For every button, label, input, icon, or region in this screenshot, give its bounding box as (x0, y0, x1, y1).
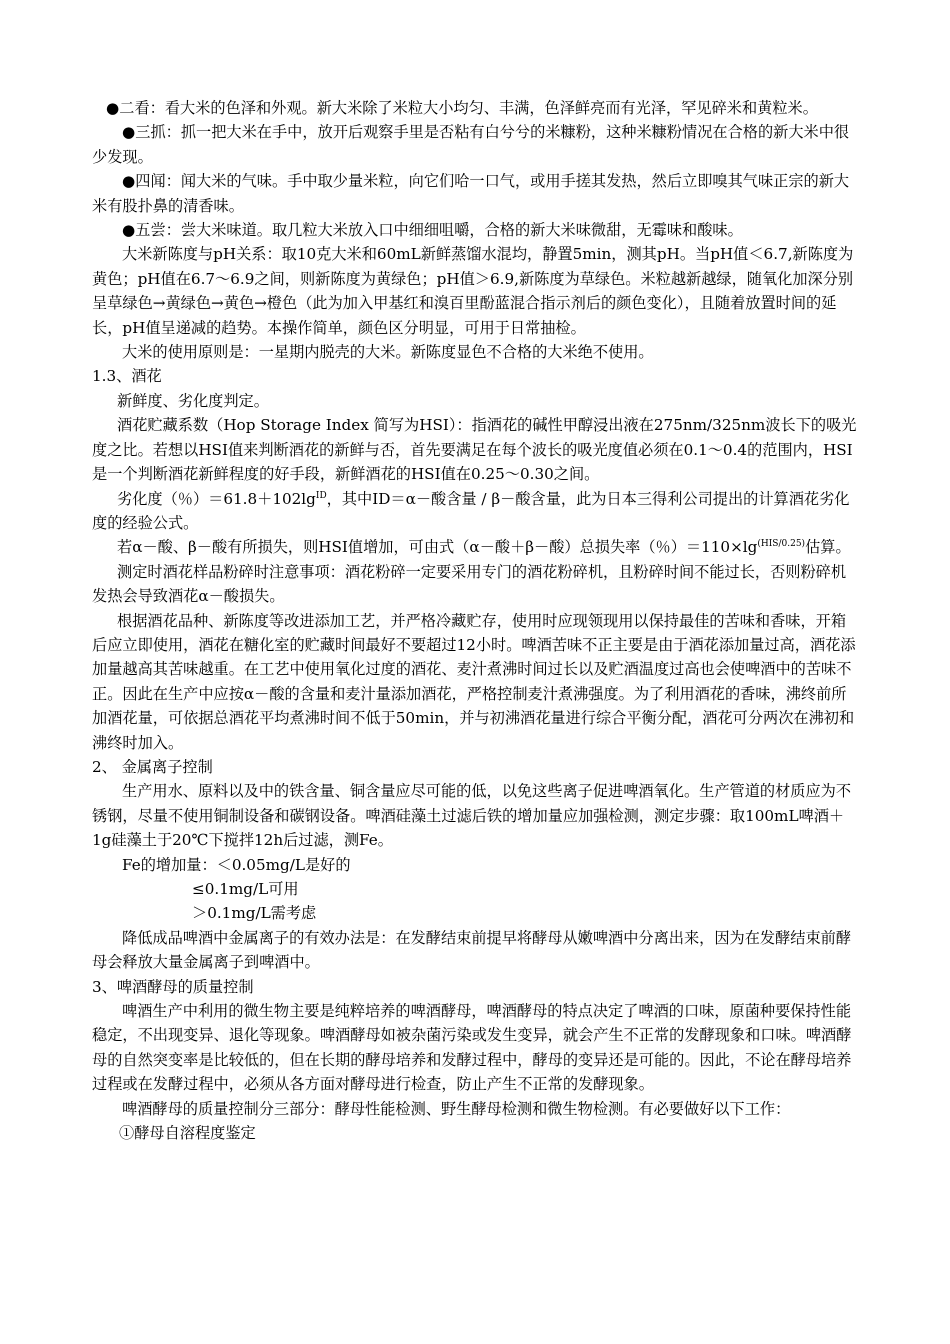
paragraph-grab: ●三抓：抓一把大米在手中，放开后观察手里是否粘有白兮兮的米糠粉，这种米糠粉情况在合格的新大米中很少发现。 (92, 123, 850, 166)
loss-formula-exponent: (HIS/0.25) (757, 539, 806, 550)
paragraph-deterioration-formula (92, 487, 860, 536)
paragraph-reduce-metal: 降低成品啤酒中金属离子的有效办法是：在发酵结束前提早将酵母从嫩啤酒中分离出来，因为在发酵结束前酵母会释放大量金属离子到啤酒中。 (92, 928, 851, 972)
paragraph-grinding-notes: 测定时酒花样品粉碎时注意事项：酒花粉碎一定要采用专门的酒花粉碎机，且粉碎时间不能过长，否则粉碎机发热会导致酒花α－酸损失。 (92, 562, 846, 606)
formula-text: 劣化度（％）＝61.8＋102lg (117, 489, 316, 508)
paragraph-loss-formula (92, 535, 860, 559)
paragraph-yeast-control: 啤酒酵母的质量控制分三部分：酵母性能检测、野生酵母检测和微生物检测。有必要做好以下工作： (122, 1099, 791, 1118)
heading-metal-ions: 2、 金属离子控制 (92, 757, 213, 776)
paragraph-fe-usable: ≤0.1mg/L可用 (192, 880, 299, 898)
heading-yeast: 3、啤酒酵母的质量控制 (92, 977, 254, 996)
paragraph-smell: ●四闻：闻大米的气味。手中取少量米粒，向它们哈一口气，或用手搓其发热，然后立即嗅其气味正宗的新大米有股扑鼻的清香味。 (92, 172, 850, 215)
formula-explanation: ，其中ID＝α－酸含量 / β－酸含量，此为日本三得利公司提出的计算酒花劣化度的经验公式。 (92, 489, 850, 532)
paragraph-hsi: 酒花贮藏系数（Hop Storage Index 简写为HSI）：指酒花的碱性甲醇浸出液在275nm/325nm波长下的吸光度之比。若想以HSI值来判断酒花的新鲜与否，首先要满足在每个波长的吸光度值必须在0.1～0.4的范围内，HSI是一个判断酒花新鲜程度的好手段，新鲜酒花的HSI值在0.25～0.30之间。 (92, 416, 857, 484)
paragraph-hop-process: 根据酒花品种、新陈度等改进添加工艺，并严格冷藏贮存，使用时应现领现用以保持最佳的苦味和香味，开箱后应立即使用，酒花在糖化室的贮藏时间最好不要超过12小时。啤酒苦味不正主要是由于酒花添加量过高，酒花添加量越高其苦味越重。在工艺中使用氧化过度的酒花、麦汁煮沸时间过长以及贮酒温度过高也会使啤酒中的苦味不正。因此在生产中应按α－酸的含量和麦汁量添加酒花，严格控制麦汁煮沸强度。为了利用酒花的香味，沸终前所加酒花量，可依据总酒花平均煮沸时间不低于50min，并与初沸酒花量进行综合平衡分配，酒花可分两次在沸初和沸终时加入。 (92, 611, 856, 752)
loss-formula-text: 若α－酸、β－酸有所损失，则HSI值增加，可由式（α－酸＋β－酸）总损失率（％）＝110×lg (117, 538, 758, 557)
paragraph-fe-increase: Fe的增加量：＜0.05mg/L是好的 (122, 855, 351, 874)
heading-hops: 1.3、酒花 (92, 367, 162, 386)
paragraph-fe-consider: ＞0.1mg/L需考虑 (192, 904, 317, 923)
paragraph-freshness: 新鲜度、劣化度判定。 (117, 391, 269, 410)
paragraph-yeast-intro: 啤酒生产中利用的微生物主要是纯粹培养的啤酒酵母，啤酒酵母的特点决定了啤酒的口味，原菌种要保持性能稳定，不出现变异、退化等现象。啤酒酵母如被杂菌污染或发生变异，就会产生不正常的发酵现象和口味。啤酒酵母的自然突变率是比较低的，但在长期的酵母培养和发酵过程中，酵母的变异还是可能的。因此，不论在酵母培养过程或在发酵过程中，必须从各方面对酵母进行检查，防止产生不正常的发酵现象。 (92, 1002, 852, 1094)
paragraph-rice-ph: 大米新陈度与pH关系：取10克大米和60mL新鲜蒸馏水混均，静置5min，测其pH。当pH值＜6.7,新陈度为黄色；pH值在6.7～6.9之间，则新陈度为黄绿色；pH值＞6.9,新陈度为草绿色。米粒越新越绿，随氧化加深分别呈草绿色→黄绿色→黄色→橙色（此为加入甲基红和溴百里酚蓝混合指示剂后的颜色变化），且随着放置时间的延长，pH值呈递减的趋势。本操作简单，颜色区分明显，可用于日常抽检。 (92, 245, 854, 337)
paragraph-rice-principle: 大米的使用原则是：一星期内脱壳的大米。新陈度显色不合格的大米绝不使用。 (122, 343, 654, 362)
paragraph-metal-content: 生产用水、原料以及中的铁含量、铜含量应尽可能的低，以免这些离子促进啤酒氧化。生产管道的材质应为不锈钢，尽量不使用铜制设备和碳钢设备。啤酒硅藻土过滤后铁的增加量应加强检测，测定步骤：取100mL啤酒＋1g硅藻土于20℃下搅拌12h后过滤，测Fe。 (92, 782, 851, 850)
document-page (92, 96, 860, 1145)
loss-formula-tail: 估算。 (805, 538, 851, 557)
formula-exponent: ID (315, 490, 327, 501)
paragraph-taste: ●五尝：尝大米味道。取几粒大米放入口中细细咀嚼，合格的新大米味微甜，无霉味和酸味。 (122, 221, 743, 240)
paragraph-look: ●二看：看大米的色泽和外观。新大米除了米粒大小均匀、丰满，色泽鲜亮而有光泽，罕见碎米和黄粒米。 (106, 99, 818, 117)
paragraph-autolysis: ①酵母自溶程度鉴定 (119, 1124, 256, 1143)
